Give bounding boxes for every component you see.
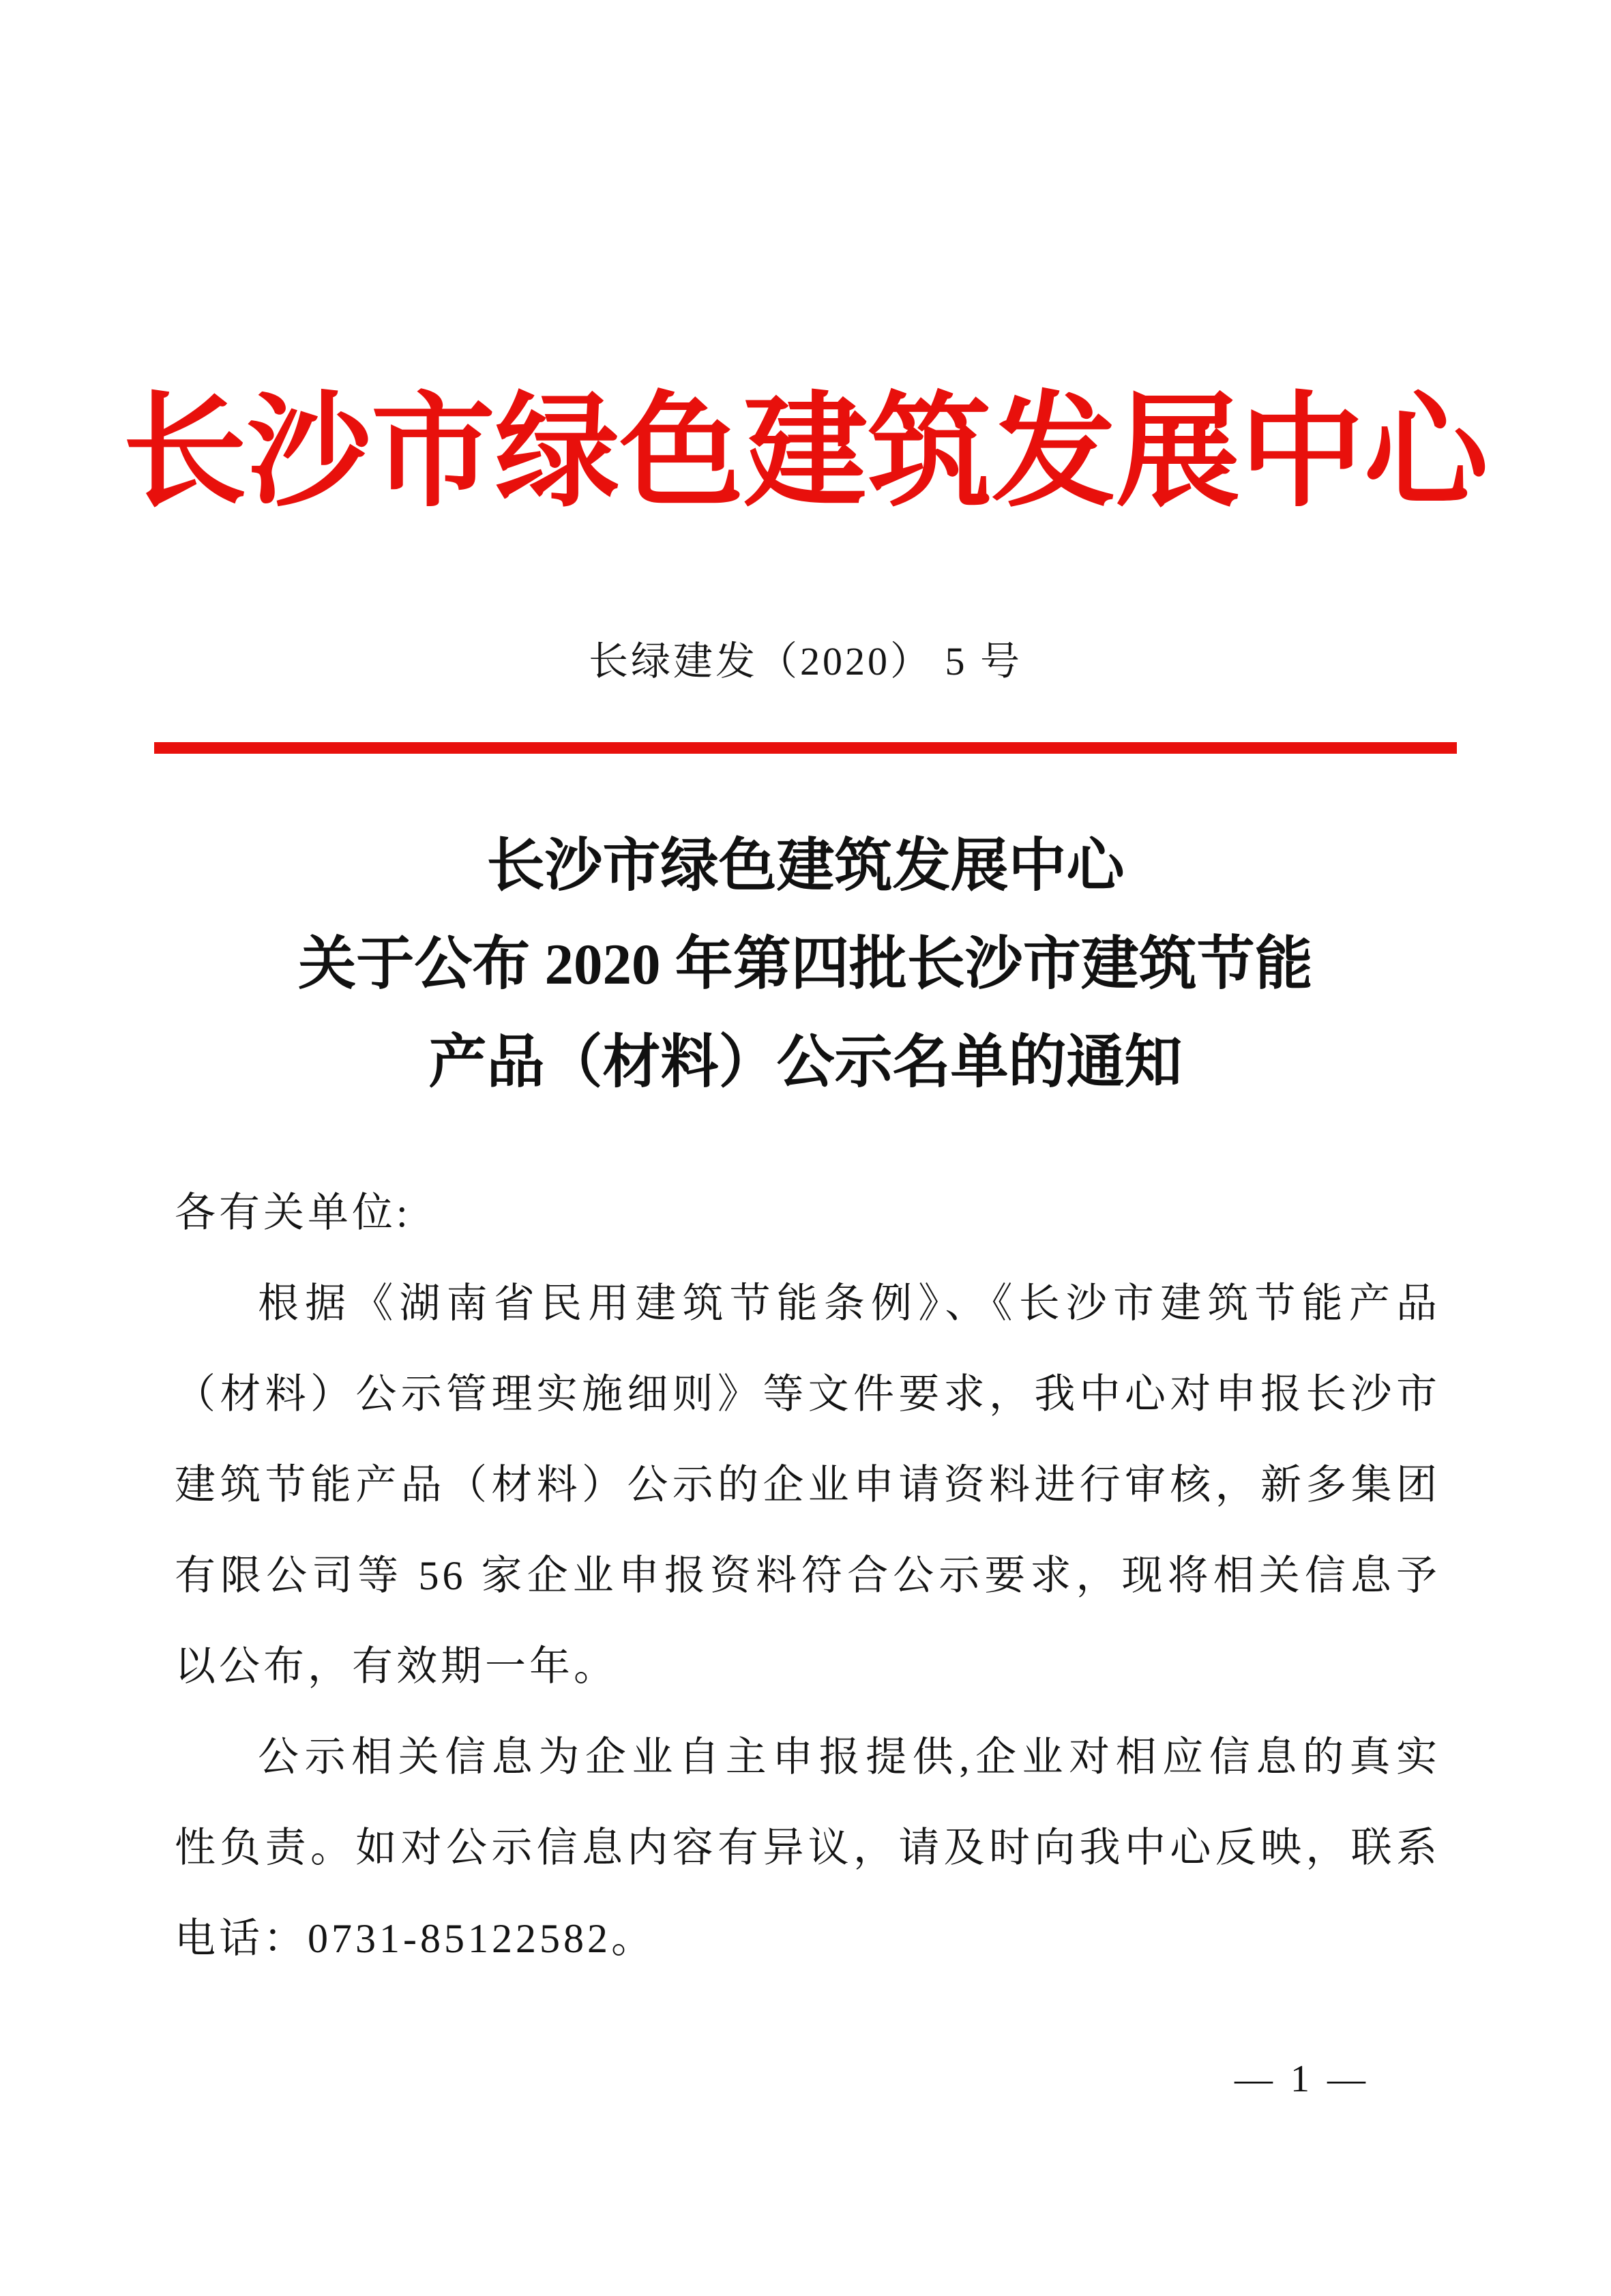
notice-title-line-1: 长沙市绿色建筑发展中心 (486, 834, 1125, 898)
salutation: 各有关单位: (175, 1190, 411, 1235)
paragraph1-line-3: 建筑节能产品（材料）公示的企业申请资料进行审核，新多集团 (175, 1462, 1440, 1507)
page-number: — 1 — (1235, 2058, 1370, 2100)
notice-title-line-2: 关于公布 2020 年第四批长沙市建筑节能 (298, 932, 1313, 997)
red-divider-rule (154, 742, 1457, 754)
notice-body (175, 1168, 1440, 1984)
paragraph1-line-5: 以公布，有效期一年。 (175, 1644, 618, 1689)
document-number: 长绿建发（2020） 5 号 (588, 639, 1022, 683)
letterhead-title: 长沙市绿色建筑发展中心 (123, 385, 1488, 522)
notice-title-line-3: 产品（材料）公示名单的通知 (428, 1031, 1183, 1095)
paragraph2-line-1: 公示相关信息为企业自主申报提供,企业对相应信息的真实 (258, 1735, 1440, 1780)
paragraph1-line-1: 根据《湖南省民用建筑节能条例》、《长沙市建筑节能产品 (258, 1281, 1440, 1326)
paragraph2-line-2: 性负责。如对公示信息内容有异议，请及时向我中心反映，联系 (175, 1825, 1440, 1870)
paragraph1-line-2: （材料）公示管理实施细则》等文件要求，我中心对申报长沙市 (175, 1372, 1440, 1417)
paragraph2-line-3: 电话：0731-85122582。 (175, 1916, 655, 1961)
paragraph1-line-4: 有限公司等 56 家企业申报资料符合公示要求，现将相关信息予 (175, 1553, 1440, 1598)
notice-title (0, 817, 1611, 1112)
